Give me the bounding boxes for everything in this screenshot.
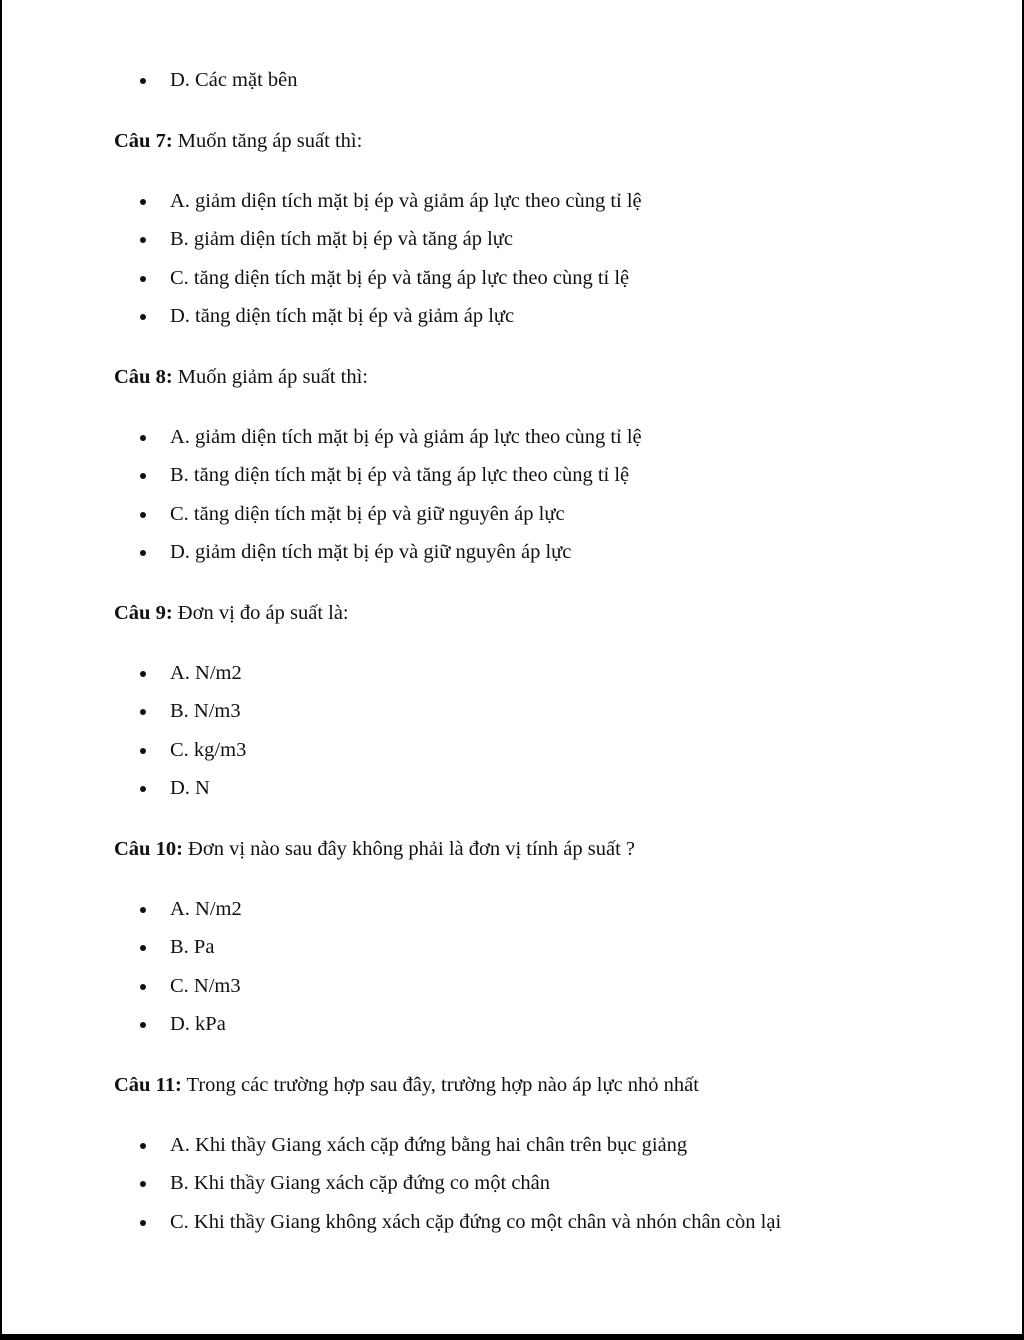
question-8 — [114, 363, 368, 391]
option-text: A. N/m2 — [170, 898, 242, 920]
question-text: Trong các trường hợp sau đây, trường hợp nào áp lực nhỏ nhất — [181, 1074, 699, 1096]
option-text: C. N/m3 — [170, 975, 241, 997]
list-item — [142, 264, 629, 292]
question-text: Đơn vị đo áp suất là: — [172, 602, 349, 624]
list-item — [142, 736, 246, 764]
bullet-icon — [140, 786, 146, 792]
option-text: B. Khi thầy Giang xách cặp đứng co một chân — [170, 1172, 551, 1194]
list-item — [142, 538, 571, 566]
question-text: Muốn giảm áp suất thì: — [172, 366, 368, 388]
bullet-icon — [140, 1022, 146, 1028]
question-9 — [114, 599, 349, 627]
list-item — [142, 1010, 226, 1038]
list-item — [142, 774, 210, 802]
list-item — [142, 659, 242, 687]
list-item — [142, 1169, 550, 1197]
question-11 — [114, 1071, 699, 1099]
bullet-icon — [140, 1143, 146, 1149]
question-label: Câu 10: — [114, 838, 183, 860]
option-text: A. giảm diện tích mặt bị ép và giảm áp lực theo cùng tỉ lệ — [170, 190, 642, 212]
list-item — [142, 895, 242, 923]
question-label: Câu 9: — [114, 602, 173, 624]
option-text: D. giảm diện tích mặt bị ép và giữ nguyên áp lực — [170, 541, 572, 563]
option-text: A. giảm diện tích mặt bị ép và giảm áp lực theo cùng tỉ lệ — [170, 426, 642, 448]
option-text: B. tăng diện tích mặt bị ép và tăng áp lực theo cùng tỉ lệ — [170, 464, 630, 486]
bullet-icon — [140, 78, 146, 84]
bullet-icon — [140, 276, 146, 282]
list-item — [142, 423, 642, 451]
bullet-icon — [140, 473, 146, 479]
bullet-icon — [140, 237, 146, 243]
option-text: C. Khi thầy Giang không xách cặp đứng co một chân và nhón chân còn lại — [170, 1211, 782, 1233]
option-text: D. kPa — [170, 1013, 226, 1035]
list-item — [142, 461, 629, 489]
list-item — [142, 933, 214, 961]
bullet-icon — [140, 945, 146, 951]
option-text: B. giảm diện tích mặt bị ép và tăng áp lực — [170, 228, 514, 250]
option-text: D. Các mặt bên — [170, 69, 298, 91]
bullet-icon — [140, 1220, 146, 1226]
question-10 — [114, 835, 635, 863]
bullet-icon — [140, 314, 146, 320]
option-text: A. N/m2 — [170, 662, 242, 684]
bullet-icon — [140, 984, 146, 990]
question-label: Câu 11: — [114, 1074, 182, 1096]
bullet-icon — [140, 199, 146, 205]
option-text: B. N/m3 — [170, 700, 241, 722]
option-text: C. tăng diện tích mặt bị ép và tăng áp lực theo cùng tỉ lệ — [170, 267, 630, 289]
bullet-icon — [140, 550, 146, 556]
option-text: B. Pa — [170, 936, 215, 958]
question-7 — [114, 127, 362, 155]
question-text: Muốn tăng áp suất thì: — [172, 130, 363, 152]
bullet-icon — [140, 512, 146, 518]
question-label: Câu 7: — [114, 130, 173, 152]
question-text: Đơn vị nào sau đây không phải là đơn vị tính áp suất ? — [182, 838, 636, 860]
option-text: C. tăng diện tích mặt bị ép và giữ nguyên áp lực — [170, 503, 565, 525]
bullet-icon — [140, 435, 146, 441]
list-item — [142, 1208, 781, 1236]
list-item — [142, 66, 298, 94]
list-item — [142, 500, 565, 528]
option-text: D. tăng diện tích mặt bị ép và giảm áp lực — [170, 305, 515, 327]
list-item — [142, 187, 642, 215]
bullet-icon — [140, 1181, 146, 1187]
option-text: D. N — [170, 777, 210, 799]
bullet-icon — [140, 907, 146, 913]
bullet-icon — [140, 748, 146, 754]
option-text: A. Khi thầy Giang xách cặp đứng bằng hai chân trên bục giảng — [170, 1134, 688, 1156]
list-item — [142, 1131, 687, 1159]
list-item — [142, 697, 241, 725]
list-item — [142, 972, 241, 1000]
bullet-icon — [140, 709, 146, 715]
list-item — [142, 225, 513, 253]
question-label: Câu 8: — [114, 366, 173, 388]
bullet-icon — [140, 671, 146, 677]
list-item — [142, 302, 514, 330]
option-text: C. kg/m3 — [170, 739, 247, 761]
